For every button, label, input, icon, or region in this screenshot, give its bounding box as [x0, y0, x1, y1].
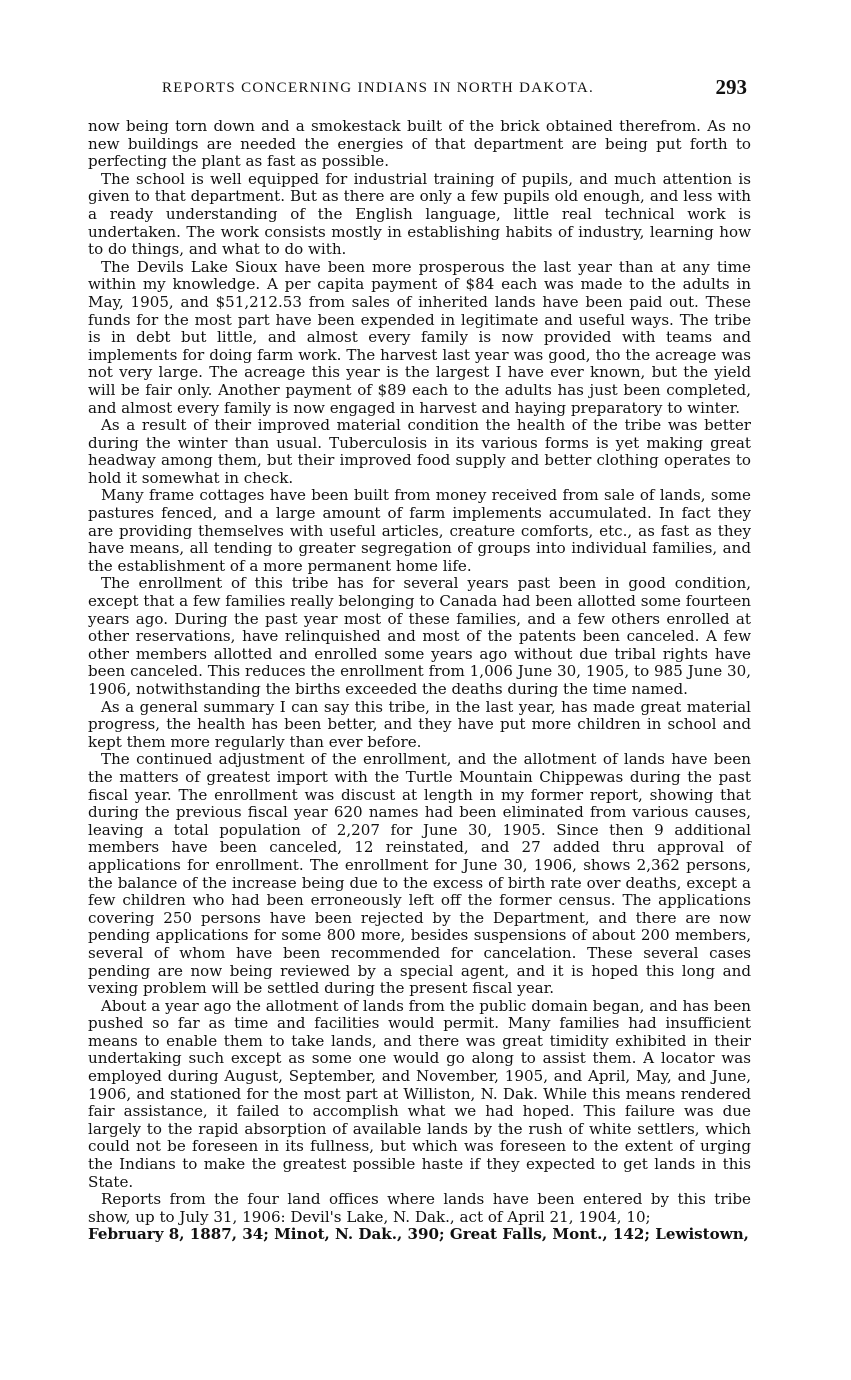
paragraph: The Devils Lake Sioux have been more prosperous the last year than at any time within my knowledge. A per capita payment of $84 each was made to the adults in May, 1905, and $51,212.53 from sales of inherited lands have been paid out. These funds for the most part have been expended in legitimate and useful ways. The tribe is in debt but little, and almost every family is now provided with teams and implements for doing farm work. The harvest last year was good, tho the acreage was not very large. The acreage this year is the largest I have ever known, but the yield will be fair only. Another payment of $89 each to the adults has just been completed, and almost every family is now engaged in harvest and haying preparatory to winter.: [88, 257, 751, 417]
paragraph: Reports from the four land offices where lands have been entered by this tribe show, up to July 31, 1906: Devil's Lake, N. Dak., act of April 21, 1904, 10;: [88, 1190, 751, 1226]
paragraph: The continued adjustment of the enrollment, and the allotment of lands have been the matters of greatest import with the Turtle Mountain Chippewas during the past fiscal year. The enrollment was discust at length in my former report, showing that during the previous fiscal year 620 names had been eliminated from various causes, leaving a total population of 2,207 for June 30, 1905. Since then 9 additional members have been canceled, 12 reinstated, and 27 added thru approval of applications for enrollment. The enrollment for June 30, 1906, shows 2,362 persons, the balance of the increase being due to the excess of birth rate over deaths, except a few children who had been erroneously left off the former census. The applications covering 250 persons have been rejected by the Department, and there are now pending applications for some 800 more, besides suspensions of about 200 members, several of whom have been recommended for cancelation. These several cases pending are now being reviewed by a special agent, and it is hoped this long and vexing problem will be settled during the present fiscal year.: [88, 750, 751, 998]
running-header: [88, 72, 751, 102]
body-text: [88, 118, 751, 1244]
paragraph: About a year ago the allotment of lands from the public domain began, and has been pushed so far as time and facilities would permit. Many families had insufficient means to enable them to take lands, and there was great timidity exhibited in their undertaking such except as some one would go along to assist them. A locator was employed during August, September, and November, 1905, and April, May, and June, 1906, and stationed for the most part at Williston, N. Dak. While this means rendered fair assistance, it failed to accomplish what we had hoped. This failure was due largely to the rapid absorption of available lands by the rush of white settlers, which could not be foreseen in its fullness, but which was foreseen to the extent of urging the Indians to make the greatest possible haste if they expected to get lands in this State.: [88, 996, 751, 1191]
paragraph: As a result of their improved material condition the health of the tribe was better during the winter than usual. Tuberculosis in its various forms is yet making great headway among them, but their improved food supply and better clothing operates to hold it somewhat in check.: [88, 416, 751, 487]
paragraph: The enrollment of this tribe has for several years past been in good condition, except that a few families really belonging to Canada had been allotted some fourteen years ago. During the past year most of these families, and a few others enrolled at other reservations, have relinquished and most of the patents been canceled. A few other members allotted and enrolled some years ago without due tribal rights have been canceled. This reduces the enrollment from 1,006 June 30, 1905, to 985 June 30, 1906, notwithstanding the births exceeded the deaths during the time named.: [88, 574, 751, 698]
page-title: REPORTS CONCERNING INDIANS IN NORTH DAKOTA.: [162, 80, 595, 96]
document-page: [88, 72, 751, 1244]
paragraph: The school is well equipped for industrial training of pupils, and much attention is given to that department. But as there are only a few pupils old enough, and less with a ready understanding of the English language, little real technical work is undertaken. The work consists mostly in establishing habits of industry, learning how to do things, and what to do with.: [88, 169, 751, 259]
paragraph-continuation: February 8, 1887, 34; Minot, N. Dak., 390; Great Falls, Mont., 142; Lewistown,: [88, 1225, 749, 1244]
page-number: 293: [715, 75, 747, 99]
paragraph: Many frame cottages have been built from money received from sale of lands, some pastures fenced, and a large amount of farm implements accumulated. In fact they are providing themselves with useful articles, creature comforts, etc., as fast as they have means, all tending to greater segregation of groups into individual families, and the establishment of a more permanent home life.: [88, 486, 751, 575]
paragraph: now being torn down and a smokestack built of the brick obtained therefrom. As no new buildings are needed the energies of that department are being put forth to perfecting the plant as fast as possible.: [88, 117, 751, 171]
paragraph: As a general summary I can say this tribe, in the last year, has made great material progress, the health has been better, and they have put more children in school and kept them more regularly than ever before.: [88, 697, 751, 751]
